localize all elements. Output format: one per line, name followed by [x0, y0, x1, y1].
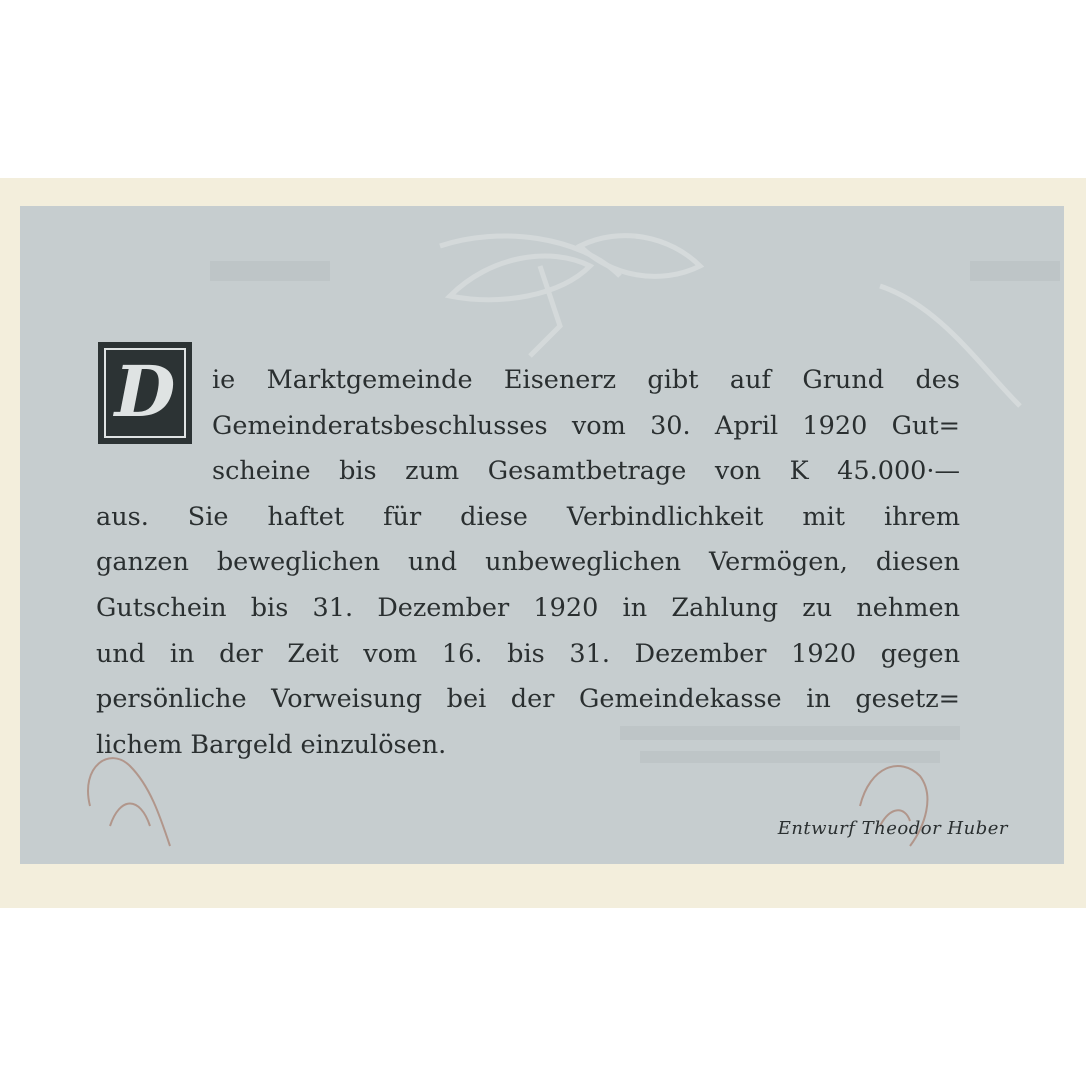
text-line: ie Marktgemeinde Eisenerz gibt auf Grund des	[212, 365, 960, 395]
text-line: Gutschein bis 31. Dezember 1920 in Zahlung zu nehmen	[96, 592, 960, 623]
stamp-mark-left	[88, 758, 170, 846]
designer-credit: Entwurf Theodor Huber	[777, 818, 1008, 839]
watermark-leaf	[580, 236, 700, 277]
text-line: ganzen beweglichen und unbeweglichen Vermögen, diesen	[96, 547, 960, 578]
text-line: Gemeinderatsbeschlusses vom 30. April 1920 Gut=	[212, 410, 960, 441]
watermark-tower	[530, 266, 560, 356]
note-text	[96, 358, 960, 768]
initial-capital-letter: D	[114, 350, 176, 433]
text-line: lichem Bargeld einzulösen.	[96, 729, 447, 760]
printed-panel	[20, 206, 1064, 864]
text-line: und in der Zeit vom 16. bis 31. Dezember 1920 gegen	[96, 638, 960, 669]
stamp-mark-left	[110, 804, 150, 827]
text-line: persönliche Vorweisung bei der Gemeindekasse in gesetz=	[96, 684, 960, 715]
watermark-text-block	[970, 261, 1060, 281]
watermark-text-block	[210, 261, 330, 281]
watermark-leaf	[450, 256, 590, 300]
banknote-reverse	[0, 178, 1086, 908]
text-line: aus. Sie haftet für diese Verbindlichkeit mit ihrem	[96, 501, 960, 532]
text-line: scheine bis zum Gesamtbetrage von K 45.000·—	[212, 456, 960, 487]
